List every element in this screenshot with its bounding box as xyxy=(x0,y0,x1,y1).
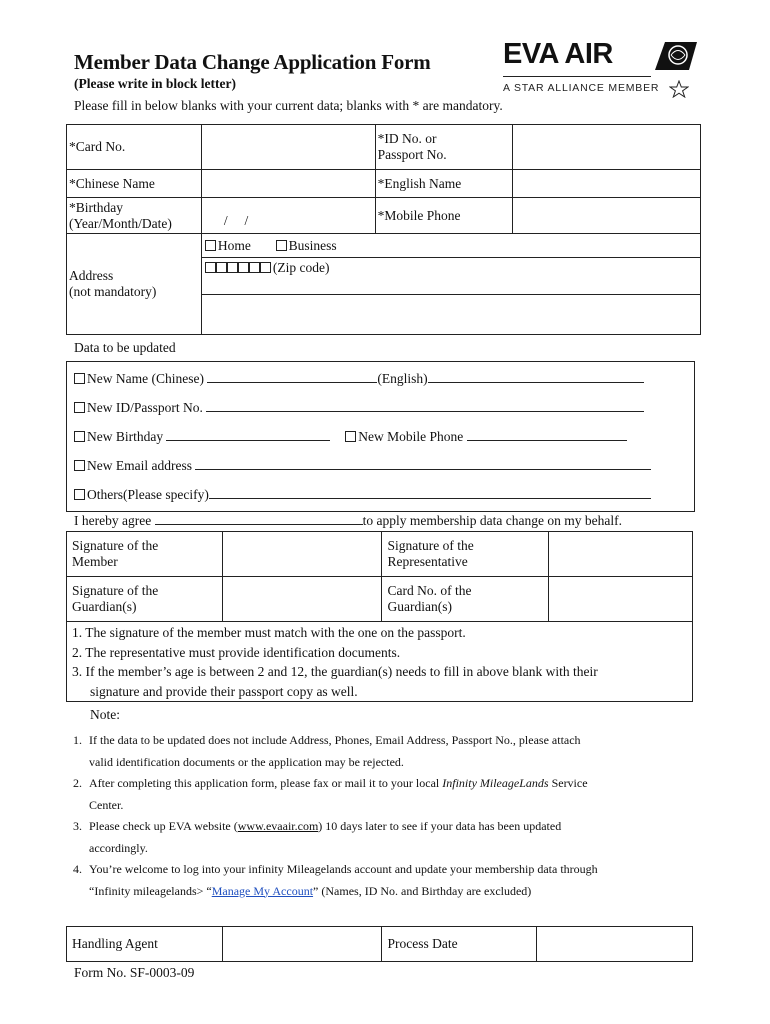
note-4-line2 xyxy=(89,881,598,903)
new-id-field[interactable] xyxy=(206,399,644,412)
chinese-name-field[interactable] xyxy=(201,170,375,198)
birthday-field[interactable] xyxy=(201,198,375,234)
note-number: 3. xyxy=(73,819,82,833)
address-line-field[interactable] xyxy=(201,295,700,335)
others-row xyxy=(74,486,651,503)
handling-table xyxy=(66,926,693,962)
address-label-line1: Address xyxy=(69,268,114,283)
agreement-prefix: I hereby agree xyxy=(74,513,152,528)
page-subtitle: (Please write in block letter) xyxy=(74,76,236,91)
eva-air-logo xyxy=(503,38,699,100)
handling-agent-label: Handling Agent xyxy=(67,927,223,962)
new-mobile-checkbox[interactable] xyxy=(345,431,356,442)
birthday-separators: / / xyxy=(223,213,249,228)
new-id-checkbox[interactable] xyxy=(74,402,85,413)
process-date-label: Process Date xyxy=(382,927,537,962)
english-label: (English) xyxy=(377,371,428,386)
member-data-table xyxy=(66,124,701,335)
rule-3: 3. If the member’s age is between 2 and 12, the guardian(s) needs to fill in above blank with their xyxy=(72,664,598,679)
id-no-label xyxy=(375,125,513,170)
sig-member-label-line1: Signature of the xyxy=(72,538,159,553)
logo-brand: EVA AIR xyxy=(503,38,613,70)
business-checkbox[interactable] xyxy=(276,240,287,251)
chinese-name-label: *Chinese Name xyxy=(67,170,202,198)
page-title: Member Data Change Application Form xyxy=(74,50,431,74)
note-4-text: “Infinity mileagelands> “ xyxy=(89,883,212,898)
logo-emblem-icon xyxy=(651,38,699,72)
note-3-text-end: ) 10 days later to see if your data has been updated xyxy=(318,819,562,833)
zip-digit-box[interactable] xyxy=(227,262,238,273)
card-no-field[interactable] xyxy=(201,125,375,170)
zip-code-label: (Zip code) xyxy=(272,260,330,275)
star-alliance-icon xyxy=(669,80,689,98)
new-birthday-checkbox[interactable] xyxy=(74,431,85,442)
english-name-label: *English Name xyxy=(375,170,513,198)
birthday-label-line1: *Birthday xyxy=(69,199,123,215)
new-id-label: New ID/Passport No. xyxy=(87,400,203,415)
new-email-field[interactable] xyxy=(195,457,651,470)
note-label: Note: xyxy=(90,707,120,722)
new-email-label: New Email address xyxy=(87,458,192,473)
card-guardian-field[interactable] xyxy=(549,577,693,622)
new-email-row xyxy=(74,457,651,474)
home-checkbox[interactable] xyxy=(205,240,216,251)
note-2-program-name: Infinity MileageLands xyxy=(442,776,549,790)
address-label xyxy=(67,234,202,335)
note-number: 1. xyxy=(73,733,82,747)
logo-divider xyxy=(503,76,651,77)
birthday-label xyxy=(67,198,202,234)
others-checkbox[interactable] xyxy=(74,489,85,500)
note-1-line1: If the data to be updated does not include Address, Phones, Email Address, Passport No., please attach xyxy=(89,733,581,747)
note-2-text: After completing this application form, please fax or mail it to your local xyxy=(89,776,443,790)
new-name-label: New Name (Chinese) xyxy=(87,371,204,386)
address-zip-row[interactable] xyxy=(201,258,700,295)
zip-digit-box[interactable] xyxy=(260,262,271,273)
note-number: 4. xyxy=(73,862,82,876)
card-guardian-label xyxy=(382,577,549,622)
new-name-chinese-field[interactable] xyxy=(207,370,377,383)
new-email-checkbox[interactable] xyxy=(74,460,85,471)
note-item xyxy=(73,730,713,773)
business-label: Business xyxy=(288,237,337,253)
new-name-row xyxy=(74,370,644,387)
address-type-row xyxy=(201,234,700,258)
sig-member-field[interactable] xyxy=(222,532,382,577)
address-label-line2: (not mandatory) xyxy=(69,284,157,299)
evaair-website-link[interactable]: www.evaair.com xyxy=(237,819,319,833)
notes-list xyxy=(73,730,713,902)
zip-digit-box[interactable] xyxy=(205,262,216,273)
birthday-label-line2: (Year/Month/Date) xyxy=(69,215,172,231)
signature-table xyxy=(66,531,693,702)
logo-tagline: A STAR ALLIANCE MEMBER xyxy=(503,82,660,94)
note-3-text: Please check up EVA website ( xyxy=(89,819,238,833)
card-guardian-label-line1: Card No. of the xyxy=(387,583,472,598)
note-number: 2. xyxy=(73,776,82,790)
zip-digit-box[interactable] xyxy=(249,262,260,273)
note-2-line2: Center. xyxy=(89,797,124,812)
new-birthday-label: New Birthday xyxy=(87,429,164,444)
note-item xyxy=(73,859,713,902)
new-mobile-label: New Mobile Phone xyxy=(358,429,464,444)
update-section-label: Data to be updated xyxy=(74,340,176,355)
sig-guardian-label-line2: Guardian(s) xyxy=(72,599,137,614)
note-3-line1 xyxy=(89,816,561,838)
rule-2: 2. The representative must provide identification documents. xyxy=(72,644,401,660)
rule-3-cont: signature and provide their passport copy as well. xyxy=(90,683,358,699)
others-label: Others(Please specify) xyxy=(87,487,209,502)
sig-guardian-label xyxy=(67,577,223,622)
id-no-field[interactable] xyxy=(513,125,701,170)
manage-my-account-link[interactable]: Manage My Account xyxy=(211,883,314,898)
sig-rep-field[interactable] xyxy=(549,532,693,577)
agreement-row xyxy=(74,512,622,529)
id-no-label-line2: Passport No. xyxy=(377,147,447,162)
form-number: Form No. SF-0003-09 xyxy=(74,965,195,980)
note-3-line2: accordingly. xyxy=(89,840,148,855)
note-item xyxy=(73,773,713,816)
new-mobile-field[interactable] xyxy=(467,428,627,441)
agreement-name-field[interactable] xyxy=(155,512,363,525)
note-item xyxy=(73,816,713,859)
zip-digit-box[interactable] xyxy=(238,262,249,273)
agreement-suffix: to apply membership data change on my behalf. xyxy=(362,513,622,528)
sig-guardian-label-line1: Signature of the xyxy=(72,583,159,598)
new-name-english-field[interactable] xyxy=(428,370,644,383)
new-birthday-field[interactable] xyxy=(166,428,330,441)
note-1-line2: valid identification documents or the application may be rejected. xyxy=(89,754,404,769)
signature-rules xyxy=(67,622,693,702)
mobile-phone-label: *Mobile Phone xyxy=(375,198,513,234)
zip-digit-box[interactable] xyxy=(216,262,227,273)
sig-member-label-line2: Member xyxy=(72,554,118,569)
note-4-line1: You’re welcome to log into your infinity Mileagelands account and update your membership data through xyxy=(89,862,598,876)
card-guardian-label-line2: Guardian(s) xyxy=(387,599,452,614)
rule-1: 1. The signature of the member must match with the one on the passport. xyxy=(72,625,466,640)
sig-rep-label-line1: Signature of the xyxy=(387,538,474,553)
note-2-line1 xyxy=(89,773,588,795)
others-field[interactable] xyxy=(209,486,651,499)
handling-agent-field[interactable] xyxy=(222,927,382,962)
note-4-text-end: ” (Names, ID No. and Birthday are excluded) xyxy=(313,883,532,898)
process-date-field[interactable] xyxy=(537,927,693,962)
card-no-label: *Card No. xyxy=(67,125,202,170)
new-birthday-row xyxy=(74,428,627,445)
sig-member-label xyxy=(67,532,223,577)
instructions: Please fill in below blanks with your current data; blanks with * are mandatory. xyxy=(74,98,503,113)
sig-rep-label-line2: Representative xyxy=(387,554,468,569)
new-name-checkbox[interactable] xyxy=(74,373,85,384)
home-label: Home xyxy=(217,237,251,253)
new-id-row xyxy=(74,399,644,416)
id-no-label-line1: *ID No. or xyxy=(377,131,437,146)
sig-rep-label xyxy=(382,532,549,577)
english-name-field[interactable] xyxy=(513,170,701,198)
mobile-phone-field[interactable] xyxy=(513,198,701,234)
note-2-text-end: Service xyxy=(548,776,588,790)
sig-guardian-field[interactable] xyxy=(222,577,382,622)
